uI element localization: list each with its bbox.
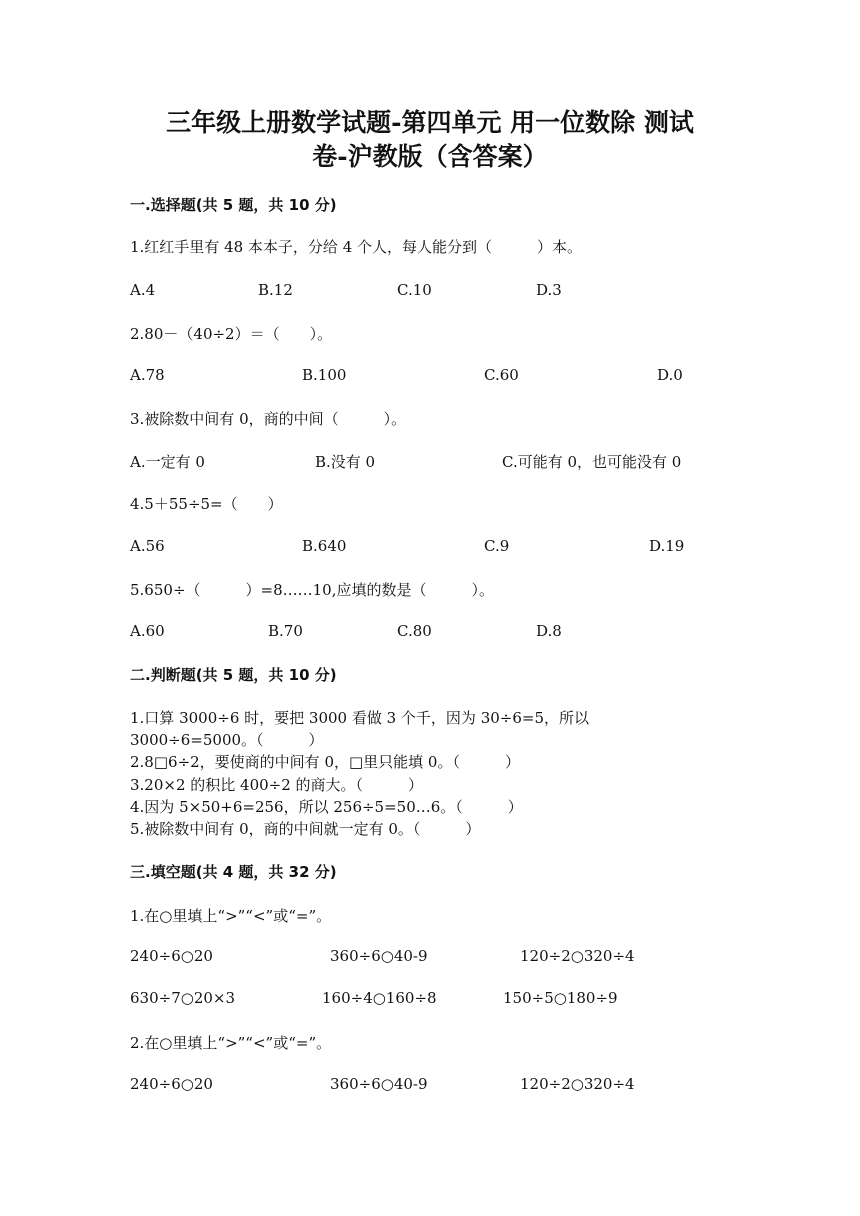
option: B.没有 0: [315, 453, 376, 471]
comparison-expression: 630÷7○20×3: [130, 989, 236, 1007]
question-text: 3.被除数中间有 0，商的中间（ ）。: [130, 410, 407, 428]
page-title-line-2: 卷-沪教版（含答案）: [312, 142, 548, 171]
option: A.一定有 0: [130, 453, 205, 471]
question-text: 1.红红手里有 48 本本子，分给 4 个人，每人能分到（ ）本。: [130, 238, 583, 256]
option: C.9: [484, 537, 510, 555]
comparison-expression: 240÷6○20: [130, 947, 213, 965]
option: C.可能有 0，也可能没有 0: [502, 453, 682, 471]
comparison-expression: 360÷6○40-9: [330, 947, 428, 965]
statement: 2.8□6÷2，要使商的中间有 0，□里只能填 0。（ ）: [130, 753, 520, 771]
option: B.70: [268, 622, 303, 640]
option: A.56: [130, 537, 165, 555]
question-text: 5.650÷（ ）=8……10,应填的数是（ ）。: [130, 581, 494, 599]
section-heading-fill-in: 三.填空题(共 4 题，共 32 分): [130, 863, 337, 881]
option: D.8: [536, 622, 562, 640]
option: B.640: [302, 537, 347, 555]
question-text: 2.在○里填上“>”“<”或“=”。: [130, 1034, 332, 1052]
option: C.80: [397, 622, 432, 640]
option: B.100: [302, 366, 347, 384]
comparison-expression: 120÷2○320÷4: [520, 1075, 635, 1093]
section-heading-choice: 一.选择题(共 5 题，共 10 分): [130, 196, 337, 214]
statement: 1.口算 3000÷6 时，要把 3000 看做 3 个千，因为 30÷6=5，所以: [130, 709, 590, 727]
statement: 3.20×2 的积比 400÷2 的商大。（ ）: [130, 776, 424, 794]
section-heading-judgement: 二.判断题(共 5 题，共 10 分): [130, 666, 337, 684]
option: D.3: [536, 281, 562, 299]
comparison-expression: 150÷5○180÷9: [503, 989, 618, 1007]
question-text: 2.80－（40÷2）＝（ ）。: [130, 325, 333, 343]
option: D.0: [657, 366, 683, 384]
question-text: 1.在○里填上“>”“<”或“=”。: [130, 907, 332, 925]
option: A.4: [130, 281, 156, 299]
option: C.60: [484, 366, 519, 384]
statement: 3000÷6=5000。（ ）: [130, 731, 324, 749]
page-title-line-1: 三年级上册数学试题-第四单元 用一位数除 测试: [166, 108, 694, 137]
comparison-expression: 160÷4○160÷8: [322, 989, 437, 1007]
option: A.60: [130, 622, 165, 640]
statement: 5.被除数中间有 0，商的中间就一定有 0。（ ）: [130, 820, 481, 838]
question-text: 4.5＋55÷5=（ ）: [130, 495, 283, 513]
option: D.19: [649, 537, 685, 555]
comparison-expression: 360÷6○40-9: [330, 1075, 428, 1093]
option: A.78: [130, 366, 165, 384]
comparison-expression: 240÷6○20: [130, 1075, 213, 1093]
comparison-expression: 120÷2○320÷4: [520, 947, 635, 965]
option: C.10: [397, 281, 432, 299]
statement: 4.因为 5×50+6=256，所以 256÷5=50…6。（ ）: [130, 798, 523, 816]
option: B.12: [258, 281, 293, 299]
